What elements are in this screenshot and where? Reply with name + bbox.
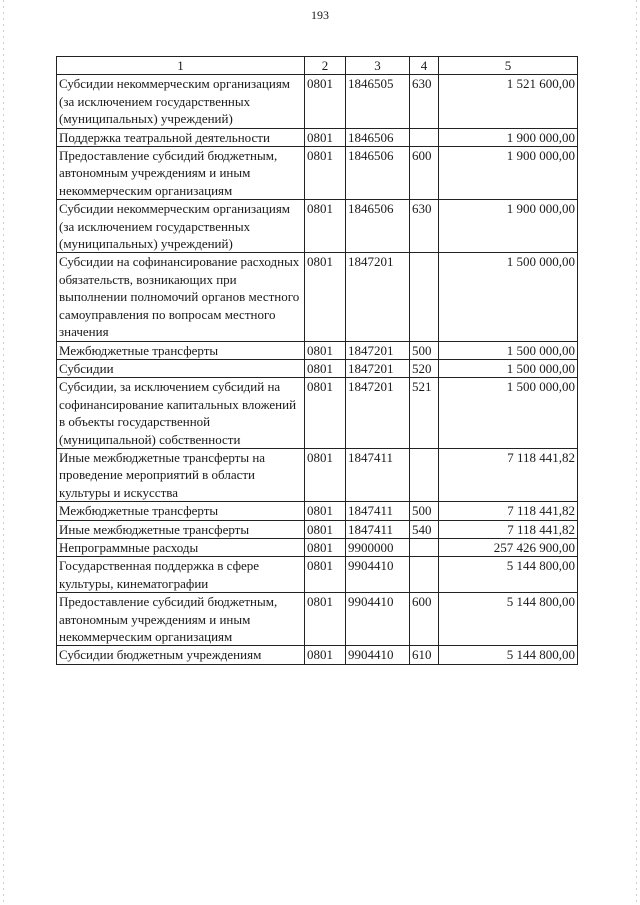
- row-expense-type: 500: [410, 502, 439, 520]
- row-expense-type: [410, 538, 439, 556]
- row-article-code: 9904410: [346, 646, 410, 664]
- table-row: [57, 200, 578, 253]
- row-amount: 7 118 441,82: [439, 448, 578, 501]
- row-article-code: 1846506: [346, 128, 410, 146]
- row-amount: 5 144 800,00: [439, 646, 578, 664]
- header-col-1: 1: [57, 57, 305, 75]
- row-amount: 5 144 800,00: [439, 557, 578, 593]
- row-section-code: 0801: [305, 341, 346, 359]
- row-name: Межбюджетные трансферты: [57, 502, 305, 520]
- row-section-code: 0801: [305, 75, 346, 128]
- scan-edge-left: [3, 0, 4, 905]
- row-amount: 1 500 000,00: [439, 359, 578, 377]
- row-amount: 1 900 000,00: [439, 200, 578, 253]
- table-row: [57, 593, 578, 646]
- header-col-3: 3: [346, 57, 410, 75]
- row-article-code: 1847201: [346, 378, 410, 449]
- row-expense-type: 500: [410, 341, 439, 359]
- row-section-code: 0801: [305, 593, 346, 646]
- row-article-code: 1847411: [346, 502, 410, 520]
- row-expense-type: 600: [410, 147, 439, 200]
- table-row: [57, 448, 578, 501]
- header-col-4: 4: [410, 57, 439, 75]
- scan-edge-right: [636, 0, 637, 905]
- row-amount: 1 500 000,00: [439, 253, 578, 341]
- row-amount: 1 521 600,00: [439, 75, 578, 128]
- row-name: Субсидии некоммерческим организациям (за исключением государственных (муниципальных) учреждений): [57, 75, 305, 128]
- budget-table: [56, 56, 578, 665]
- table-row: [57, 378, 578, 449]
- row-name: Субсидии некоммерческим организациям (за исключением государственных (муниципальных) учреждений): [57, 200, 305, 253]
- row-amount: 257 426 900,00: [439, 538, 578, 556]
- header-col-5: 5: [439, 57, 578, 75]
- table-row: [57, 646, 578, 664]
- row-article-code: 1846505: [346, 75, 410, 128]
- row-amount: 1 500 000,00: [439, 378, 578, 449]
- row-section-code: 0801: [305, 520, 346, 538]
- row-section-code: 0801: [305, 378, 346, 449]
- table-row: [57, 520, 578, 538]
- table-row: [57, 147, 578, 200]
- row-amount: 1 900 000,00: [439, 128, 578, 146]
- row-expense-type: 521: [410, 378, 439, 449]
- row-expense-type: [410, 253, 439, 341]
- row-expense-type: 630: [410, 200, 439, 253]
- row-article-code: 1846506: [346, 200, 410, 253]
- page-number: 193: [311, 8, 329, 22]
- row-name: Государственная поддержка в сфере культуры, кинематографии: [57, 557, 305, 593]
- row-article-code: 1847201: [346, 253, 410, 341]
- row-section-code: 0801: [305, 359, 346, 377]
- row-name: Межбюджетные трансферты: [57, 341, 305, 359]
- header-col-2: 2: [305, 57, 346, 75]
- row-expense-type: 610: [410, 646, 439, 664]
- table-body: [57, 75, 578, 664]
- table-row: [57, 359, 578, 377]
- row-name: Предоставление субсидий бюджетным, автономным учреждениям и иным некоммерческим организациям: [57, 147, 305, 200]
- row-expense-type: [410, 128, 439, 146]
- row-name: Поддержка театральной деятельности: [57, 128, 305, 146]
- row-amount: 5 144 800,00: [439, 593, 578, 646]
- row-expense-type: 520: [410, 359, 439, 377]
- row-section-code: 0801: [305, 253, 346, 341]
- row-section-code: 0801: [305, 147, 346, 200]
- table-row: [57, 538, 578, 556]
- row-name: Непрограммные расходы: [57, 538, 305, 556]
- table-row: [57, 128, 578, 146]
- header-row: [57, 57, 578, 75]
- row-section-code: 0801: [305, 448, 346, 501]
- row-name: Субсидии, за исключением субсидий на софинансирование капитальных вложений в объекты государственной (муниципальной) собственности: [57, 378, 305, 449]
- row-section-code: 0801: [305, 128, 346, 146]
- row-name: Иные межбюджетные трансферты на проведение мероприятий в области культуры и искусства: [57, 448, 305, 501]
- row-expense-type: 540: [410, 520, 439, 538]
- row-expense-type: [410, 448, 439, 501]
- row-article-code: 1847411: [346, 448, 410, 501]
- row-expense-type: 630: [410, 75, 439, 128]
- table-row: [57, 253, 578, 341]
- table-row: [57, 502, 578, 520]
- table-row: [57, 341, 578, 359]
- row-section-code: 0801: [305, 538, 346, 556]
- row-article-code: 1846506: [346, 147, 410, 200]
- row-article-code: 1847201: [346, 359, 410, 377]
- row-amount: 1 500 000,00: [439, 341, 578, 359]
- table-row: [57, 75, 578, 128]
- row-section-code: 0801: [305, 502, 346, 520]
- row-expense-type: [410, 557, 439, 593]
- row-name: Субсидии бюджетным учреждениям: [57, 646, 305, 664]
- row-amount: 7 118 441,82: [439, 520, 578, 538]
- row-section-code: 0801: [305, 646, 346, 664]
- row-article-code: 1847201: [346, 341, 410, 359]
- row-article-code: 1847411: [346, 520, 410, 538]
- row-name: Предоставление субсидий бюджетным, автономным учреждениям и иным некоммерческим организациям: [57, 593, 305, 646]
- row-name: Иные межбюджетные трансферты: [57, 520, 305, 538]
- row-article-code: 9900000: [346, 538, 410, 556]
- row-amount: 7 118 441,82: [439, 502, 578, 520]
- row-name: Субсидии: [57, 359, 305, 377]
- row-section-code: 0801: [305, 557, 346, 593]
- row-article-code: 9904410: [346, 557, 410, 593]
- row-name: Субсидии на софинансирование расходных обязательств, возникающих при выполнении полномочий органов местного самоуправления по вопросам местного значения: [57, 253, 305, 341]
- row-article-code: 9904410: [346, 593, 410, 646]
- row-expense-type: 600: [410, 593, 439, 646]
- table-row: [57, 557, 578, 593]
- row-amount: 1 900 000,00: [439, 147, 578, 200]
- row-section-code: 0801: [305, 200, 346, 253]
